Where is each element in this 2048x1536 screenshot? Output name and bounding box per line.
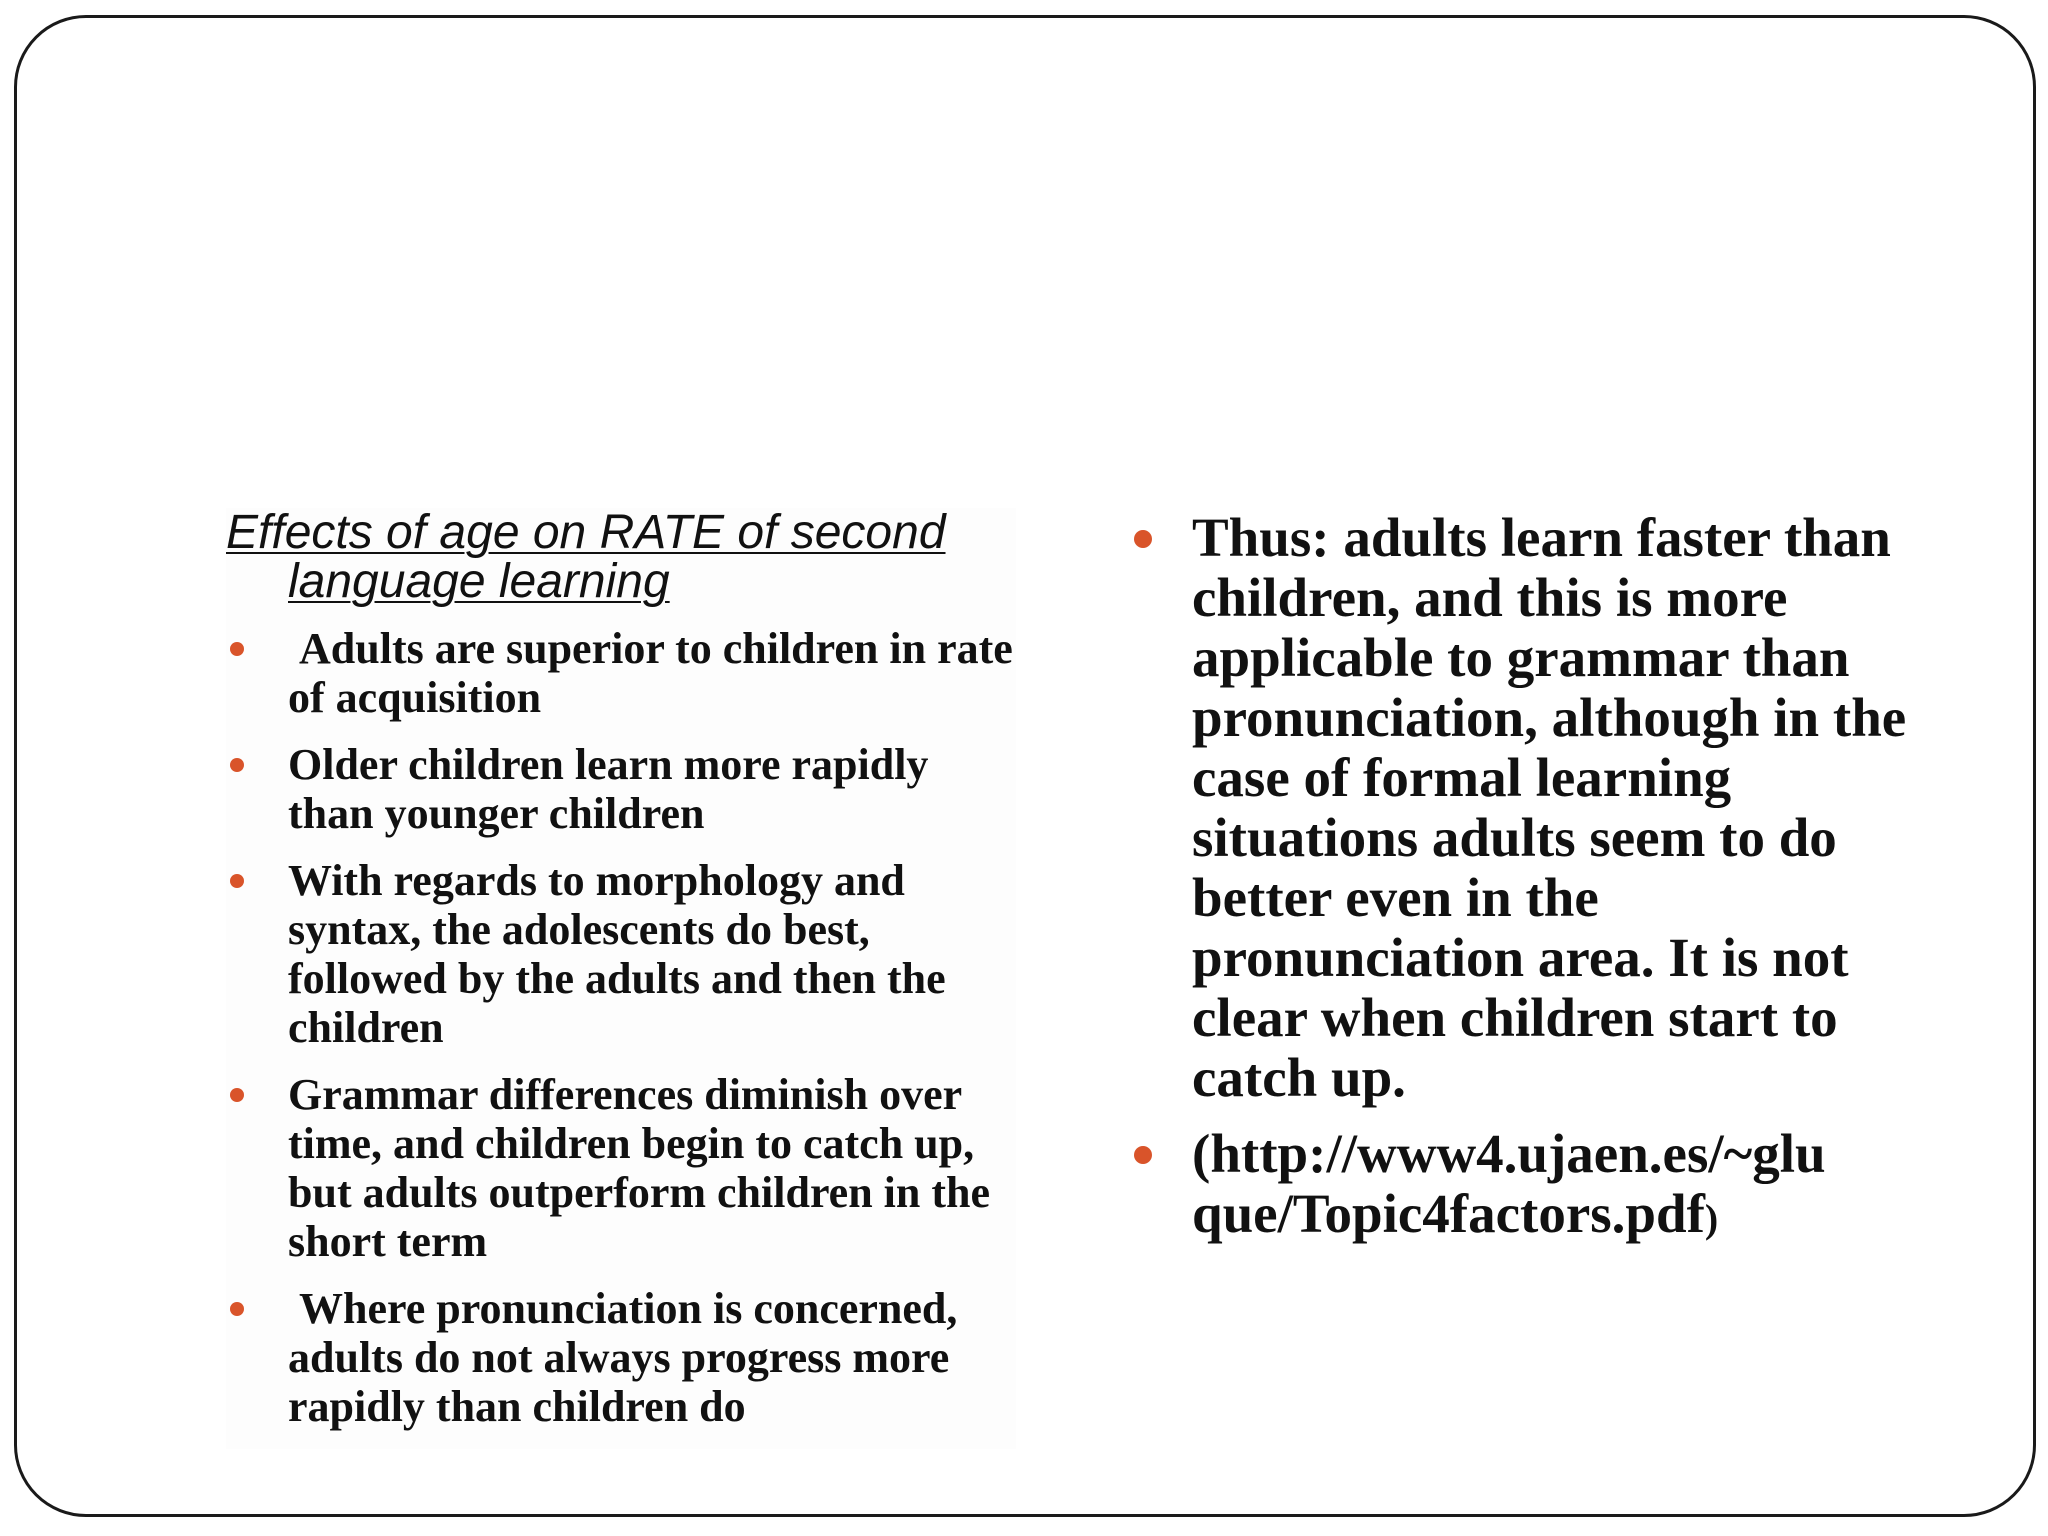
right-bullet-list — [1130, 508, 1930, 1249]
bullet-dot-icon — [1134, 530, 1152, 548]
left-column-heading: Effects of age on RATE of second language learning — [226, 506, 946, 608]
list-item — [226, 856, 1016, 1052]
citation-link[interactable]: (http://www4.ujaen.es/~glu que/Topic4factors.pdf — [1192, 1123, 1826, 1244]
bullet-dot-icon — [230, 758, 244, 772]
bullet-dot-icon — [230, 874, 244, 888]
bullet-dot-icon — [230, 1302, 244, 1316]
bullet-text: Thus: adults learn faster than children, and this is more applicable to grammar than pronunciation, although in the case of formal learning situations adults seem to do better even in the pronunciation area. It is not clear when children start to catch up. — [1192, 507, 1907, 1108]
left-column — [226, 506, 1024, 1449]
bullet-dot-icon — [230, 1088, 244, 1102]
bullet-dot-icon — [1134, 1146, 1152, 1164]
bullet-text: Older children learn more rapidly than younger children — [288, 740, 929, 838]
list-item — [1130, 508, 1930, 1108]
bullet-text: Grammar differences diminish over time, and children begin to catch up, but adults outperform children in the short term — [288, 1070, 991, 1266]
list-item — [226, 1070, 1016, 1266]
right-column — [1130, 508, 1930, 1265]
left-bullet-list — [226, 624, 1024, 1431]
bullet-dot-icon — [230, 642, 244, 656]
list-item — [226, 740, 1016, 838]
list-item — [226, 624, 1024, 722]
citation-closing-paren: ) — [1704, 1196, 1719, 1241]
list-item — [226, 1284, 1016, 1431]
bullet-text: With regards to morphology and syntax, the adolescents do best, followed by the adults and then the children — [288, 856, 946, 1052]
citation-item — [1130, 1124, 1930, 1249]
bullet-text: Where pronunciation is concerned, adults do not always progress more rapidly than children do — [288, 1284, 969, 1431]
bullet-text: Adults are superior to children in rate of acquisition — [288, 624, 1024, 722]
